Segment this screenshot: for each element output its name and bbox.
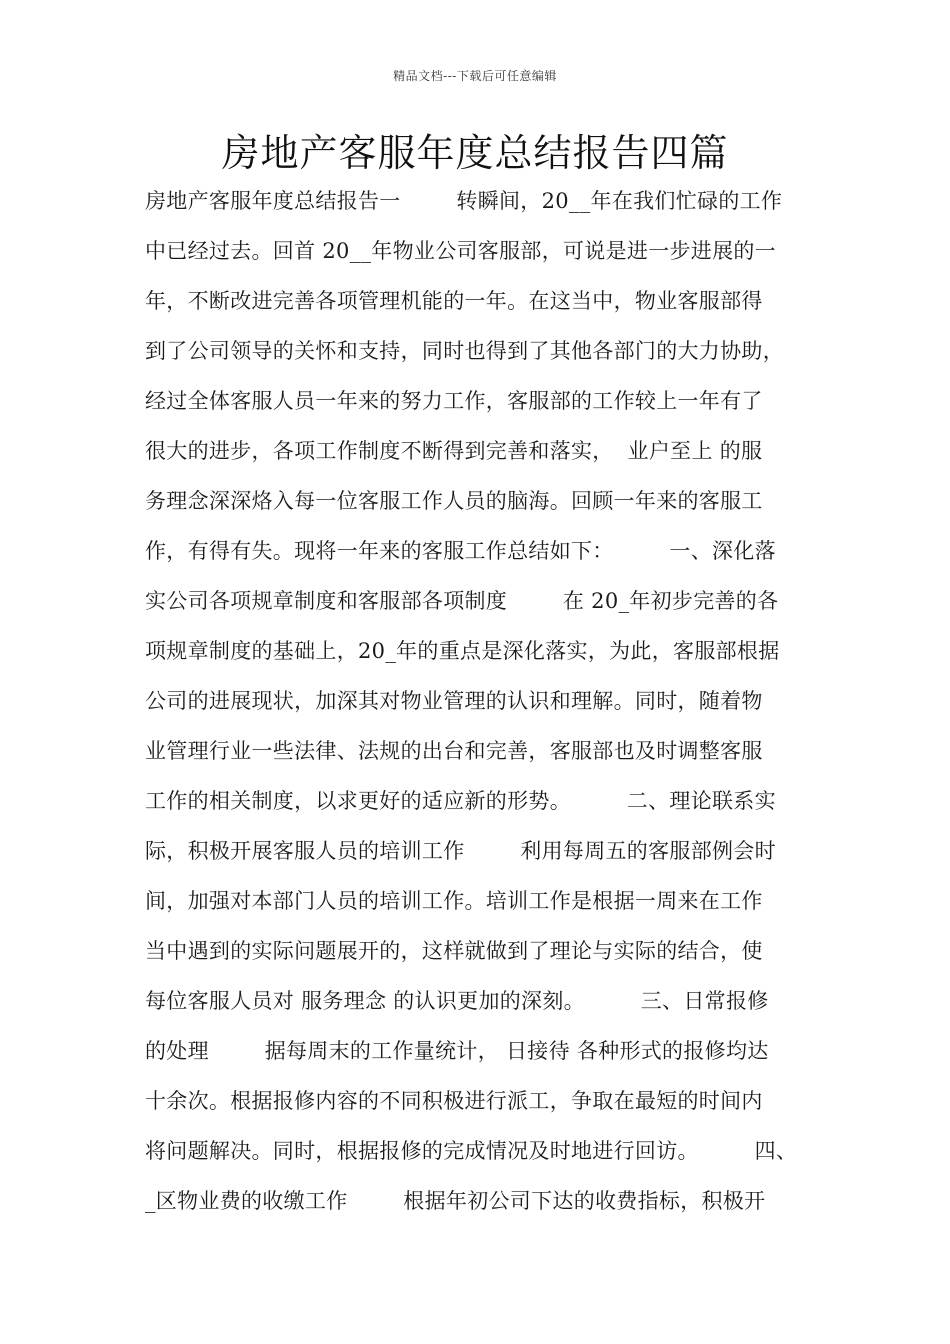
body-line: 际，积极开展客服人员的培训工作 利用每周五的客服部例会时 (145, 839, 776, 863)
body-line: 间，加强对本部门人员的培训工作。培训工作是根据一周来在工作 (145, 889, 763, 913)
body-line: 实公司各项规章制度和客服部各项制度 在 20_年初步完善的各 (145, 589, 779, 613)
body-line: 项规章制度的基础上，20_年的重点是深化落实，为此，客服部根据 (145, 639, 780, 663)
body-line: 公司的进展现状，加深其对物业管理的认识和理解。同时，随着物 (145, 689, 763, 713)
body-line: 业管理行业一些法律、法规的出台和完善，客服部也及时调整客服 (145, 739, 763, 763)
document-body (145, 176, 835, 1226)
body-line: 十余次。根据报修内容的不同积极进行派工，争取在最短的时间内 (145, 1089, 763, 1113)
body-line: 当中遇到的实际问题展开的，这样就做到了理论与实际的结合，使 (145, 939, 763, 963)
body-line: 作，有得有失。现将一年来的客服工作总结如下： 一、深化落 (145, 539, 776, 563)
body-line: 很大的进步，各项工作制度不断得到完善和落实， 业户至上 的服 (145, 439, 763, 463)
body-line: 房地产客服年度总结报告一 转瞬间，20__年在我们忙碌的工作 (145, 189, 783, 213)
body-line: 每位客服人员对 服务理念 的认识更加的深刻。 三、日常报修 (145, 989, 769, 1013)
body-line: 将问题解决。同时，根据报修的完成情况及时地进行回访。 四、 (145, 1139, 798, 1163)
header-note: 精品文档---下载后可任意编辑 (393, 69, 557, 83)
body-line: 务理念深深烙入每一位客服工作人员的脑海。回顾一年来的客服工 (145, 489, 763, 513)
body-line: 年，不断改进完善各项管理机能的一年。在这当中，物业客服部得 (145, 289, 763, 313)
body-line: _区物业费的收缴工作 根据年初公司下达的收费指标，积极开 (145, 1189, 766, 1213)
document-title: 房地产客服年度总结报告四篇 (221, 131, 729, 175)
body-line: 中已经过去。回首 20__年物业公司客服部，可说是进一步进展的一 (145, 239, 776, 263)
body-line: 的处理 据每周末的工作量统计， 日接待 各种形式的报修均达 (145, 1039, 769, 1063)
body-line: 到了公司领导的关怀和支持，同时也得到了其他各部门的大力协助， (145, 339, 784, 363)
body-line: 经过全体客服人员一年来的努力工作，客服部的工作较上一年有了 (145, 389, 763, 413)
body-line: 工作的相关制度，以求更好的适应新的形势。 二、理论联系实 (145, 789, 776, 813)
